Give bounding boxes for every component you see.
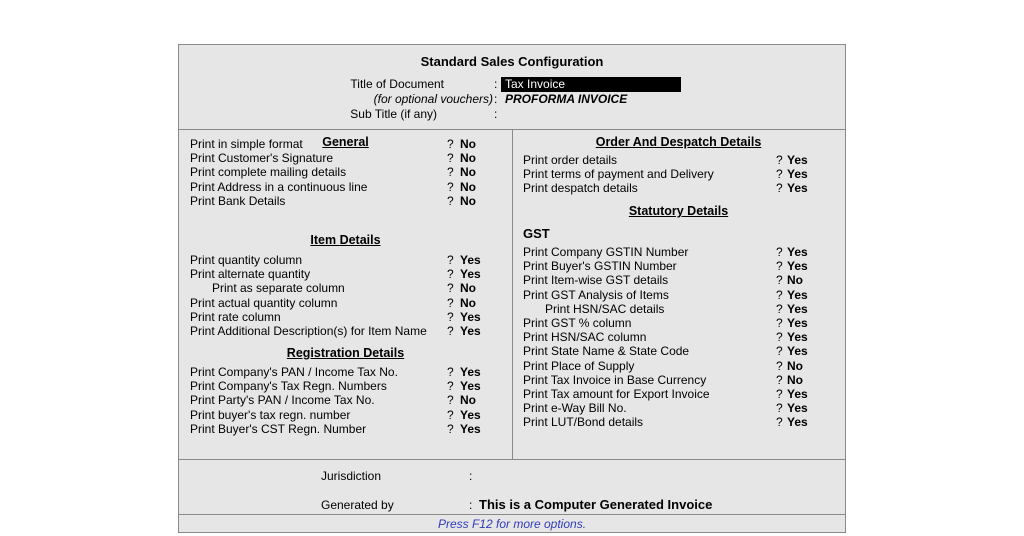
config-row-value[interactable]: No (460, 393, 476, 408)
optional-title-input[interactable]: PROFORMA INVOICE (505, 92, 628, 106)
question-mark: ? (776, 287, 783, 302)
config-row[interactable] (179, 393, 509, 407)
generated-by-label: Generated by (321, 498, 394, 512)
config-row-label: Print as separate column (212, 281, 345, 296)
configuration-panel (178, 44, 846, 533)
config-row-value[interactable]: Yes (460, 267, 481, 282)
config-row-value[interactable]: Yes (787, 387, 808, 401)
config-row-label: Print Company GSTIN Number (523, 245, 689, 259)
config-row[interactable] (512, 167, 842, 181)
config-row-label: Print Tax Invoice in Base Currency (523, 372, 707, 387)
registration-heading-text: Registration Details (286, 346, 405, 360)
config-row-label: Print LUT/Bond details (523, 415, 644, 430)
question-mark: ? (447, 324, 454, 338)
footer-section (179, 459, 845, 514)
config-row-label: Print actual quantity column (190, 295, 338, 310)
config-row-value[interactable]: Yes (787, 287, 808, 302)
config-row[interactable] (512, 316, 842, 330)
config-row-label: Print alternate quantity (190, 267, 311, 282)
config-row-value[interactable]: Yes (787, 344, 808, 359)
config-row-value[interactable]: Yes (787, 245, 808, 259)
question-mark: ? (447, 295, 454, 310)
order-heading-text: Order And Despatch Details (595, 135, 762, 149)
config-row-label: Print Item-wise GST details (523, 273, 669, 288)
question-mark: ? (447, 379, 454, 394)
config-row[interactable] (512, 181, 842, 195)
config-row[interactable] (179, 365, 509, 379)
config-row-label: Print State Name & State Code (523, 344, 690, 359)
statutory-heading-text: Statutory Details (628, 204, 729, 218)
config-row-value[interactable]: Yes (460, 253, 481, 267)
config-row[interactable] (179, 310, 509, 324)
config-row[interactable] (179, 324, 509, 338)
question-mark: ? (776, 316, 783, 330)
config-row-value[interactable]: Yes (787, 259, 808, 274)
config-row[interactable] (512, 344, 842, 358)
config-row-value[interactable]: Yes (787, 415, 808, 430)
question-mark: ? (447, 281, 454, 296)
config-row[interactable] (512, 259, 842, 273)
question-mark: ? (776, 372, 783, 387)
config-row-label: Print GST % column (523, 316, 632, 330)
config-row-value[interactable]: Yes (460, 421, 481, 436)
statutory-heading (512, 204, 845, 218)
config-row[interactable] (512, 373, 842, 387)
question-mark: ? (447, 137, 454, 151)
config-row-label: Print order details (523, 153, 618, 167)
config-row-label: Print rate column (190, 309, 281, 324)
config-row-value[interactable]: No (787, 372, 803, 387)
config-row[interactable] (512, 359, 842, 373)
gst-heading: GST (523, 226, 550, 241)
config-row-value[interactable]: Yes (460, 407, 481, 422)
config-row-label: Print terms of payment and Delivery (523, 167, 714, 182)
colon: : (494, 107, 498, 121)
config-row[interactable] (179, 422, 509, 436)
status-bar: Press F12 for more options. (179, 514, 845, 535)
question-mark: ? (447, 165, 454, 180)
item-details-heading (179, 233, 512, 247)
config-row-label: Print Tax amount for Export Invoice (523, 387, 710, 401)
config-row[interactable] (179, 379, 509, 393)
question-mark: ? (776, 401, 783, 416)
config-row[interactable] (179, 194, 509, 208)
config-row[interactable] (512, 153, 842, 167)
config-row-value[interactable]: Yes (460, 365, 481, 379)
question-mark: ? (776, 301, 783, 316)
config-row[interactable] (179, 408, 509, 422)
config-row[interactable] (179, 281, 509, 295)
order-heading (512, 135, 845, 149)
question-mark: ? (447, 267, 454, 282)
question-mark: ? (447, 253, 454, 267)
colon: : (469, 469, 473, 483)
colon: : (494, 77, 498, 91)
doc-title-label: Title of Document (350, 77, 444, 91)
config-row-value[interactable]: Yes (460, 309, 481, 324)
left-column (179, 129, 513, 459)
question-mark: ? (776, 259, 783, 274)
question-mark: ? (776, 344, 783, 359)
config-row[interactable] (512, 288, 842, 302)
config-row-label: Print HSN/SAC details (545, 301, 665, 316)
config-row-label: Print complete mailing details (190, 165, 347, 180)
question-mark: ? (447, 179, 454, 194)
config-row-value[interactable]: No (787, 358, 803, 373)
config-row[interactable] (179, 180, 509, 194)
question-mark: ? (447, 151, 454, 166)
config-row[interactable] (512, 415, 842, 429)
config-row-value[interactable]: Yes (787, 330, 808, 345)
config-row-label: Print Place of Supply (523, 358, 635, 373)
config-row-value[interactable]: No (460, 281, 476, 296)
config-row-label: Print Bank Details (190, 193, 286, 208)
question-mark: ? (447, 421, 454, 436)
page-title: Standard Sales Configuration (420, 54, 604, 69)
jurisdiction-label: Jurisdiction (321, 469, 382, 483)
question-mark: ? (447, 309, 454, 324)
config-row-label: Print GST Analysis of Items (523, 287, 669, 302)
config-row-label: Print Buyer's GSTIN Number (523, 259, 677, 274)
config-row-label: Print Buyer's CST Regn. Number (190, 421, 367, 436)
config-row-value[interactable]: No (787, 273, 803, 288)
config-row-value[interactable]: Yes (787, 301, 808, 316)
config-row-label: Print Company's Tax Regn. Numbers (190, 379, 387, 394)
item-details-heading-text: Item Details (310, 233, 381, 247)
header-section (179, 45, 845, 130)
config-row-label: Print Customer's Signature (190, 151, 334, 166)
config-row-label: Print Address in a continuous line (190, 179, 368, 194)
config-row[interactable] (179, 267, 509, 281)
config-row-label: Print e-Way Bill No. (523, 401, 627, 416)
doc-title-input[interactable]: Tax Invoice (501, 77, 681, 92)
config-row-label: Print Party's PAN / Income Tax No. (190, 393, 375, 408)
question-mark: ? (776, 415, 783, 430)
subtitle-label: Sub Title (if any) (350, 107, 437, 121)
config-row-value[interactable]: No (460, 137, 476, 151)
config-row-label: Print Company's PAN / Income Tax No. (190, 365, 398, 379)
config-row[interactable] (512, 330, 842, 344)
question-mark: ? (447, 393, 454, 408)
config-row[interactable] (512, 401, 842, 415)
config-row-label: Print despatch details (523, 181, 638, 196)
config-row-value[interactable]: No (460, 179, 476, 194)
config-row[interactable] (179, 165, 509, 179)
config-row-value[interactable]: Yes (787, 181, 808, 196)
config-row-value[interactable]: Yes (787, 167, 808, 182)
registration-heading (179, 346, 512, 360)
config-row-value[interactable]: No (460, 193, 476, 208)
config-row[interactable] (512, 302, 842, 316)
question-mark: ? (447, 193, 454, 208)
question-mark: ? (776, 330, 783, 345)
config-row[interactable] (179, 137, 509, 151)
right-column (512, 129, 845, 459)
config-row-value[interactable]: Yes (787, 316, 808, 330)
config-row-value[interactable]: Yes (460, 324, 481, 338)
question-mark: ? (447, 365, 454, 379)
config-row-label: Print quantity column (190, 253, 303, 267)
config-row[interactable] (512, 245, 842, 259)
question-mark: ? (447, 407, 454, 422)
question-mark: ? (776, 153, 783, 167)
config-row[interactable] (512, 387, 842, 401)
config-row-value[interactable]: Yes (787, 153, 808, 167)
config-row-value[interactable]: No (460, 151, 476, 166)
generated-by-input[interactable]: This is a Computer Generated Invoice (479, 497, 713, 512)
config-row[interactable] (179, 296, 509, 310)
config-row-label: Print HSN/SAC column (523, 330, 647, 345)
config-row[interactable] (179, 151, 509, 165)
config-row-value[interactable]: No (460, 165, 476, 180)
config-row-value[interactable]: Yes (460, 379, 481, 394)
general-heading-text: General (322, 135, 369, 149)
config-row-value[interactable]: No (460, 295, 476, 310)
question-mark: ? (776, 167, 783, 182)
config-row-label: Print in simple format (190, 137, 303, 151)
config-row[interactable] (512, 273, 842, 287)
question-mark: ? (776, 245, 783, 259)
colon: : (469, 498, 473, 512)
config-row[interactable] (179, 253, 509, 267)
question-mark: ? (776, 181, 783, 196)
question-mark: ? (776, 387, 783, 401)
colon: : (494, 92, 498, 106)
config-row-label: Print buyer's tax regn. number (190, 407, 351, 422)
optional-title-label: (for optional vouchers) (373, 92, 493, 106)
question-mark: ? (776, 273, 783, 288)
config-row-label: Print Additional Description(s) for Item Name (190, 324, 427, 338)
config-row-value[interactable]: Yes (787, 401, 808, 416)
question-mark: ? (776, 358, 783, 373)
